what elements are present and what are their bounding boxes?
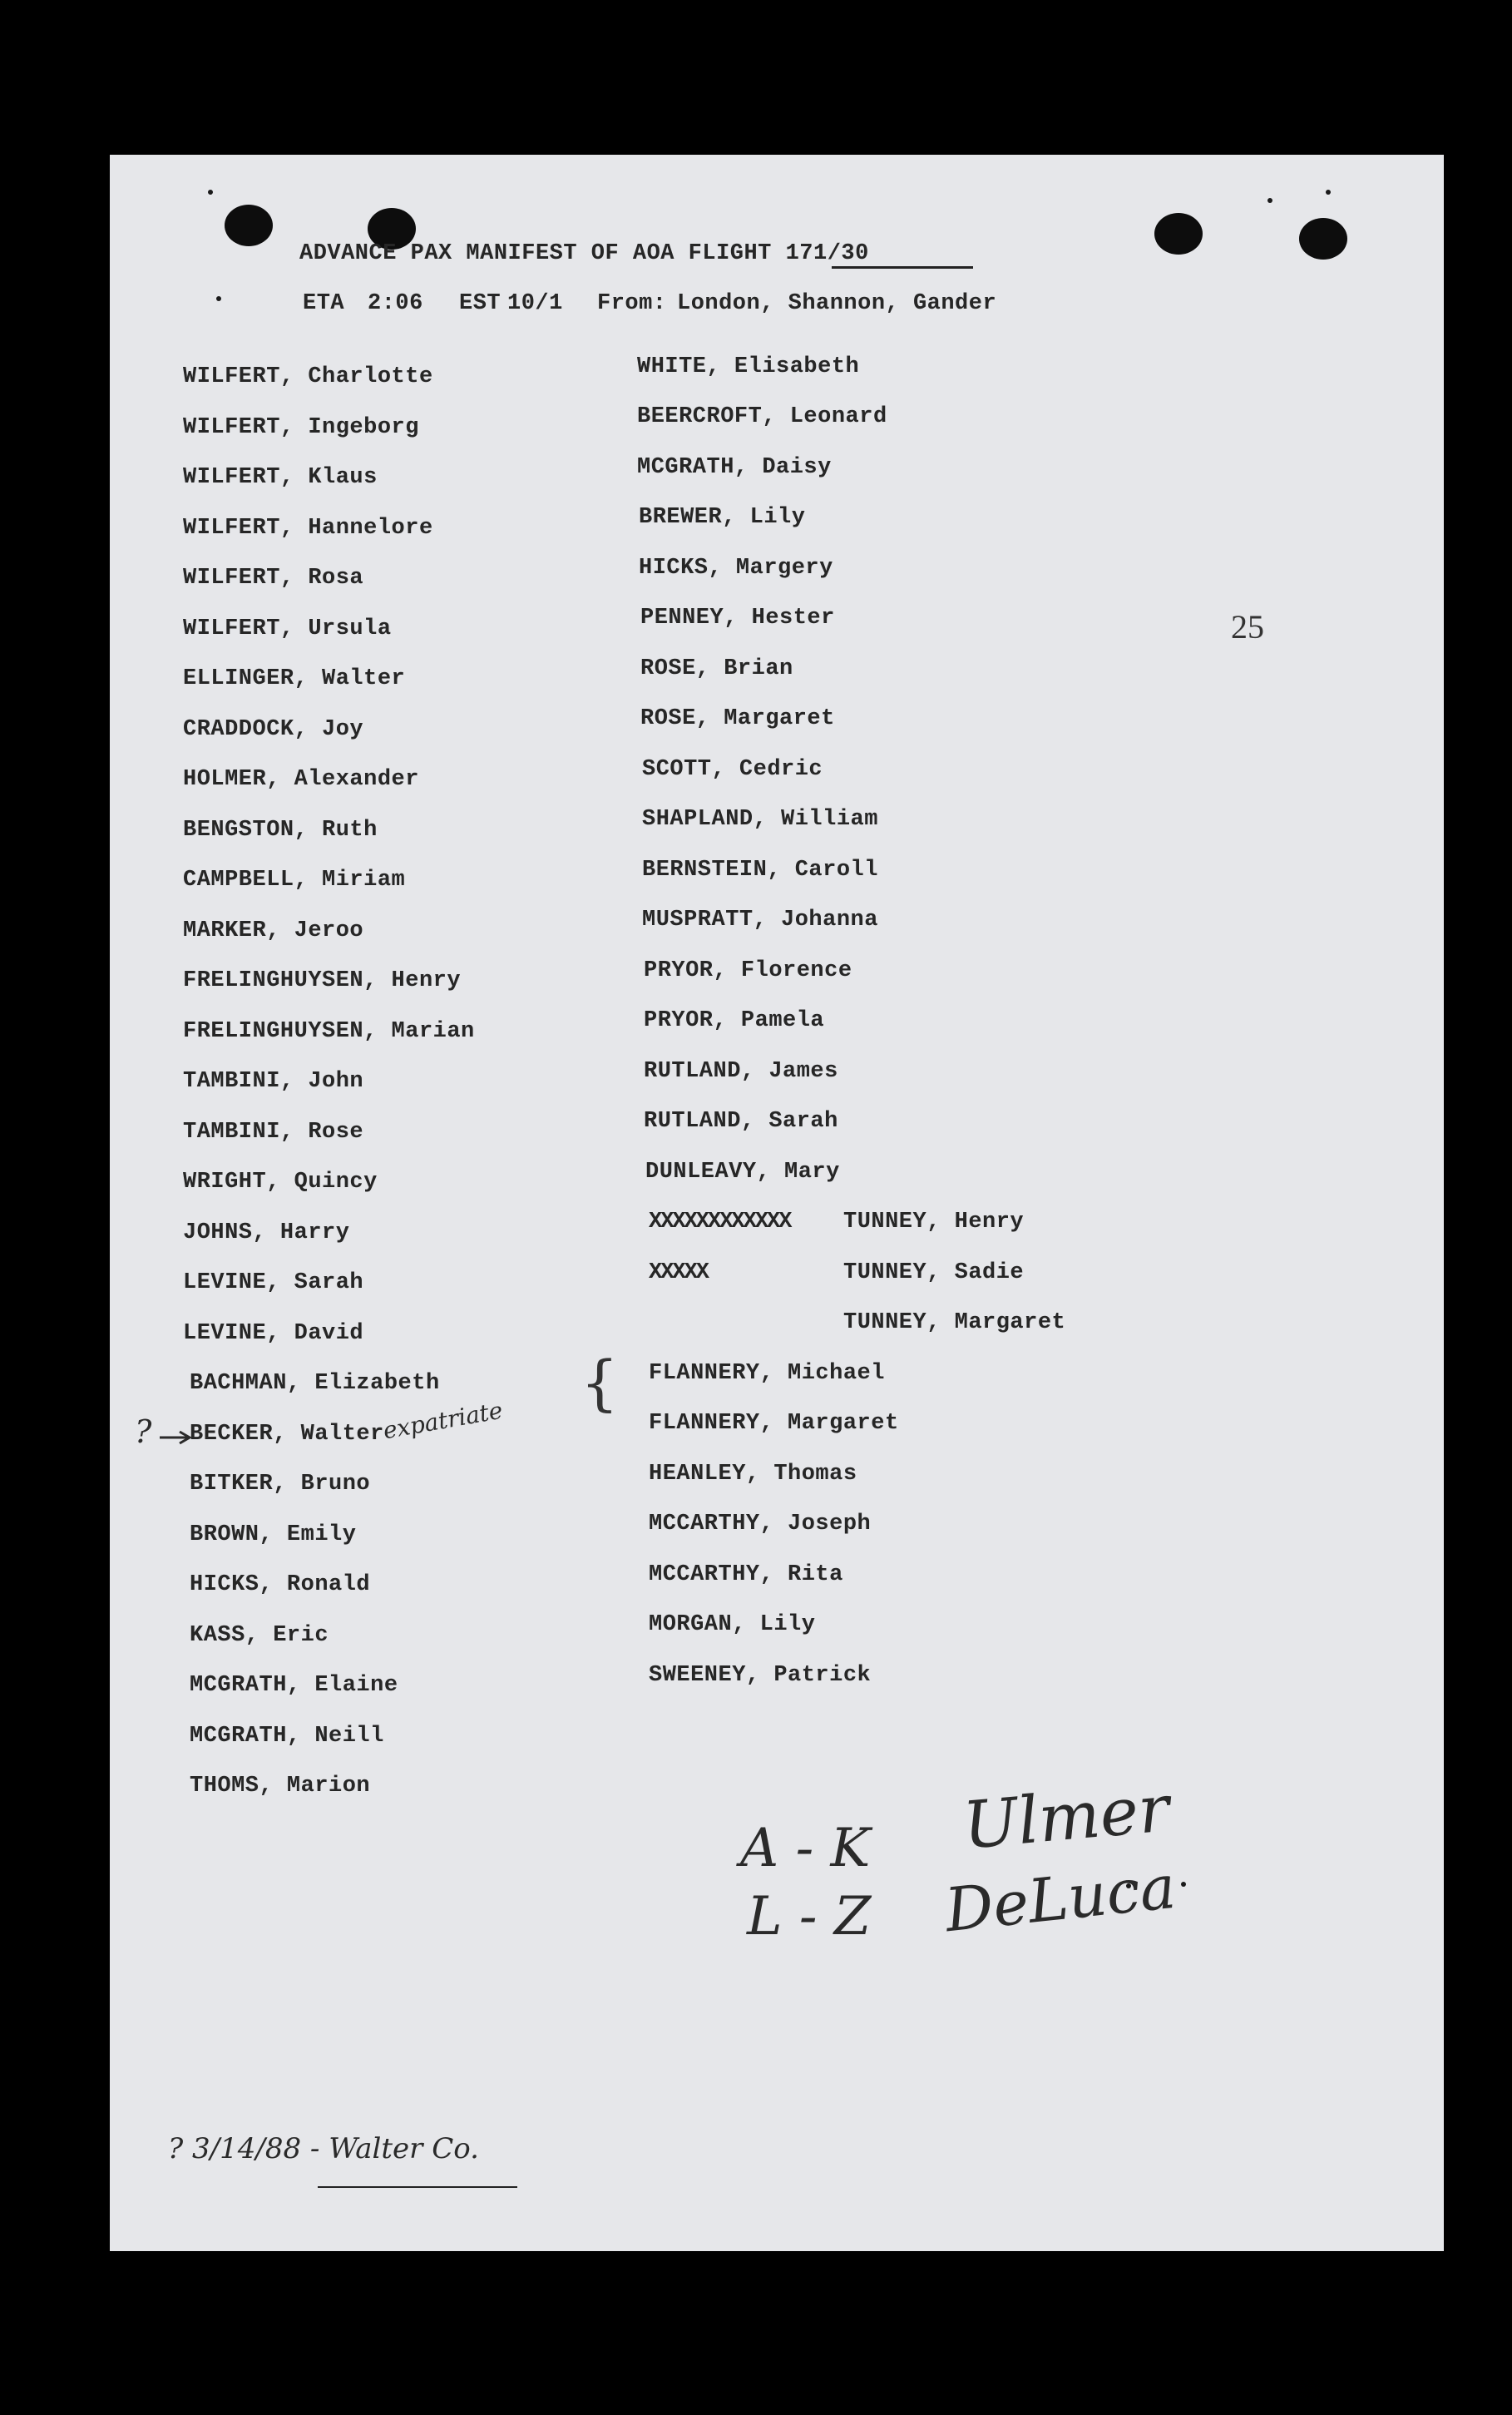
handwritten-signature-1: Ulmer xyxy=(960,1771,1173,1864)
list-item: MUSPRATT, Johanna xyxy=(642,908,878,933)
list-item: WILFERT, Ingeborg xyxy=(183,415,419,440)
list-item: HEANLEY, Thomas xyxy=(649,1462,857,1487)
list-item: WILFERT, Hannelore xyxy=(183,516,433,541)
list-item: RUTLAND, Sarah xyxy=(644,1109,838,1134)
arrow-icon xyxy=(158,1429,193,1446)
speck xyxy=(208,190,213,195)
list-item: RUTLAND, James xyxy=(644,1059,838,1084)
list-item: LEVINE, Sarah xyxy=(183,1270,364,1295)
handwritten-initials-1: A - K xyxy=(740,1818,871,1879)
page-number: 25 xyxy=(1231,608,1264,646)
list-item: PRYOR, Pamela xyxy=(644,1008,825,1033)
handwritten-question-mark: ? xyxy=(135,1413,152,1450)
list-item: WHITE, Elisabeth xyxy=(637,354,860,379)
est-label: EST xyxy=(459,291,502,316)
list-item: BROWN, Emily xyxy=(190,1522,357,1547)
list-item: TAMBINI, John xyxy=(183,1069,364,1094)
list-item: BITKER, Bruno xyxy=(190,1472,371,1497)
list-item: FLANNERY, Margaret xyxy=(649,1411,899,1436)
list-item: BENGSTON, Ruth xyxy=(183,818,378,843)
list-item: MCGRATH, Daisy xyxy=(637,455,832,480)
from-value: London, Shannon, Gander xyxy=(677,291,997,316)
list-item: SHAPLAND, William xyxy=(642,807,878,832)
eta-value: 2:06 xyxy=(368,291,423,316)
list-item: PENNEY, Hester xyxy=(640,606,835,631)
list-item: WILFERT, Klaus xyxy=(183,465,378,490)
footer-note-underline xyxy=(318,2186,517,2188)
list-item: MCCARTHY, Joseph xyxy=(649,1512,872,1537)
list-item: FRELINGHUYSEN, Marian xyxy=(183,1019,475,1044)
speck xyxy=(1326,190,1331,195)
handwritten-initials-2: L - Z xyxy=(747,1886,872,1947)
list-item: WILFERT, Rosa xyxy=(183,566,364,591)
manifest-page xyxy=(110,155,1444,2251)
est-value: 10/1 xyxy=(507,291,563,316)
list-item: PRYOR, Florence xyxy=(644,958,852,983)
speck xyxy=(216,296,221,301)
list-item: BACHMAN, Elizabeth xyxy=(190,1371,440,1396)
list-item: ROSE, Brian xyxy=(640,656,793,681)
list-item: ELLINGER, Walter xyxy=(183,666,406,691)
list-item: BREWER, Lily xyxy=(639,505,806,530)
list-item: MCGRATH, Neill xyxy=(190,1724,384,1749)
list-item: HOLMER, Alexander xyxy=(183,767,419,792)
list-item: SCOTT, Cedric xyxy=(642,757,823,782)
punch-hole-left xyxy=(225,205,273,246)
manifest-title: ADVANCE PAX MANIFEST OF AOA FLIGHT 171/30 xyxy=(299,241,869,266)
list-item: ROSE, Margaret xyxy=(640,706,835,731)
title-underline xyxy=(832,266,973,269)
from-label: From: xyxy=(597,291,667,316)
handwritten-signature-2: DeLuca xyxy=(941,1851,1179,1946)
list-item: TUNNEY, Margaret xyxy=(843,1310,1066,1335)
list-item: TUNNEY, Henry xyxy=(843,1210,1025,1235)
punch-hole-center-right xyxy=(1154,213,1203,255)
list-item: HICKS, Margery xyxy=(639,556,833,581)
list-item: JOHNS, Harry xyxy=(183,1220,350,1245)
list-item: THOMS, Marion xyxy=(190,1774,371,1799)
speck xyxy=(1181,1882,1186,1887)
list-item: CRADDOCK, Joy xyxy=(183,717,364,742)
list-item: FLANNERY, Michael xyxy=(649,1361,885,1386)
list-item: BEERCROFT, Leonard xyxy=(637,404,887,429)
brace-mark: { xyxy=(581,1348,619,1418)
list-item: TAMBINI, Rose xyxy=(183,1120,364,1145)
eta-label: ETA xyxy=(303,291,345,316)
list-item: LEVINE, David xyxy=(183,1321,364,1346)
list-item: MORGAN, Lily xyxy=(649,1612,816,1637)
handwritten-becker-note: expatriate xyxy=(381,1396,505,1445)
punch-hole-right xyxy=(1299,218,1347,260)
list-item: DUNLEAVY, Mary xyxy=(645,1160,840,1185)
list-item: BERNSTEIN, Caroll xyxy=(642,858,878,883)
list-item: WILFERT, Ursula xyxy=(183,616,392,641)
list-item: TUNNEY, Sadie xyxy=(843,1260,1025,1285)
list-item: BECKER, Walter xyxy=(190,1422,384,1447)
handwritten-footer-note: ? 3/14/88 - Walter Co. xyxy=(168,2132,479,2165)
list-item: MCGRATH, Elaine xyxy=(190,1673,398,1698)
list-item: WRIGHT, Quincy xyxy=(183,1170,378,1195)
struck-entry: XXXXXXXXXXXX xyxy=(649,1210,791,1235)
list-item: MCCARTHY, Rita xyxy=(649,1562,843,1587)
list-item: MARKER, Jeroo xyxy=(183,918,364,943)
list-item: WILFERT, Charlotte xyxy=(183,364,433,389)
struck-entry: XXXXX xyxy=(649,1260,709,1285)
list-item: CAMPBELL, Miriam xyxy=(183,868,406,893)
list-item: SWEENEY, Patrick xyxy=(649,1663,872,1688)
list-item: KASS, Eric xyxy=(190,1623,329,1648)
speck xyxy=(1267,198,1272,203)
list-item: FRELINGHUYSEN, Henry xyxy=(183,968,462,993)
list-item: HICKS, Ronald xyxy=(190,1572,371,1597)
